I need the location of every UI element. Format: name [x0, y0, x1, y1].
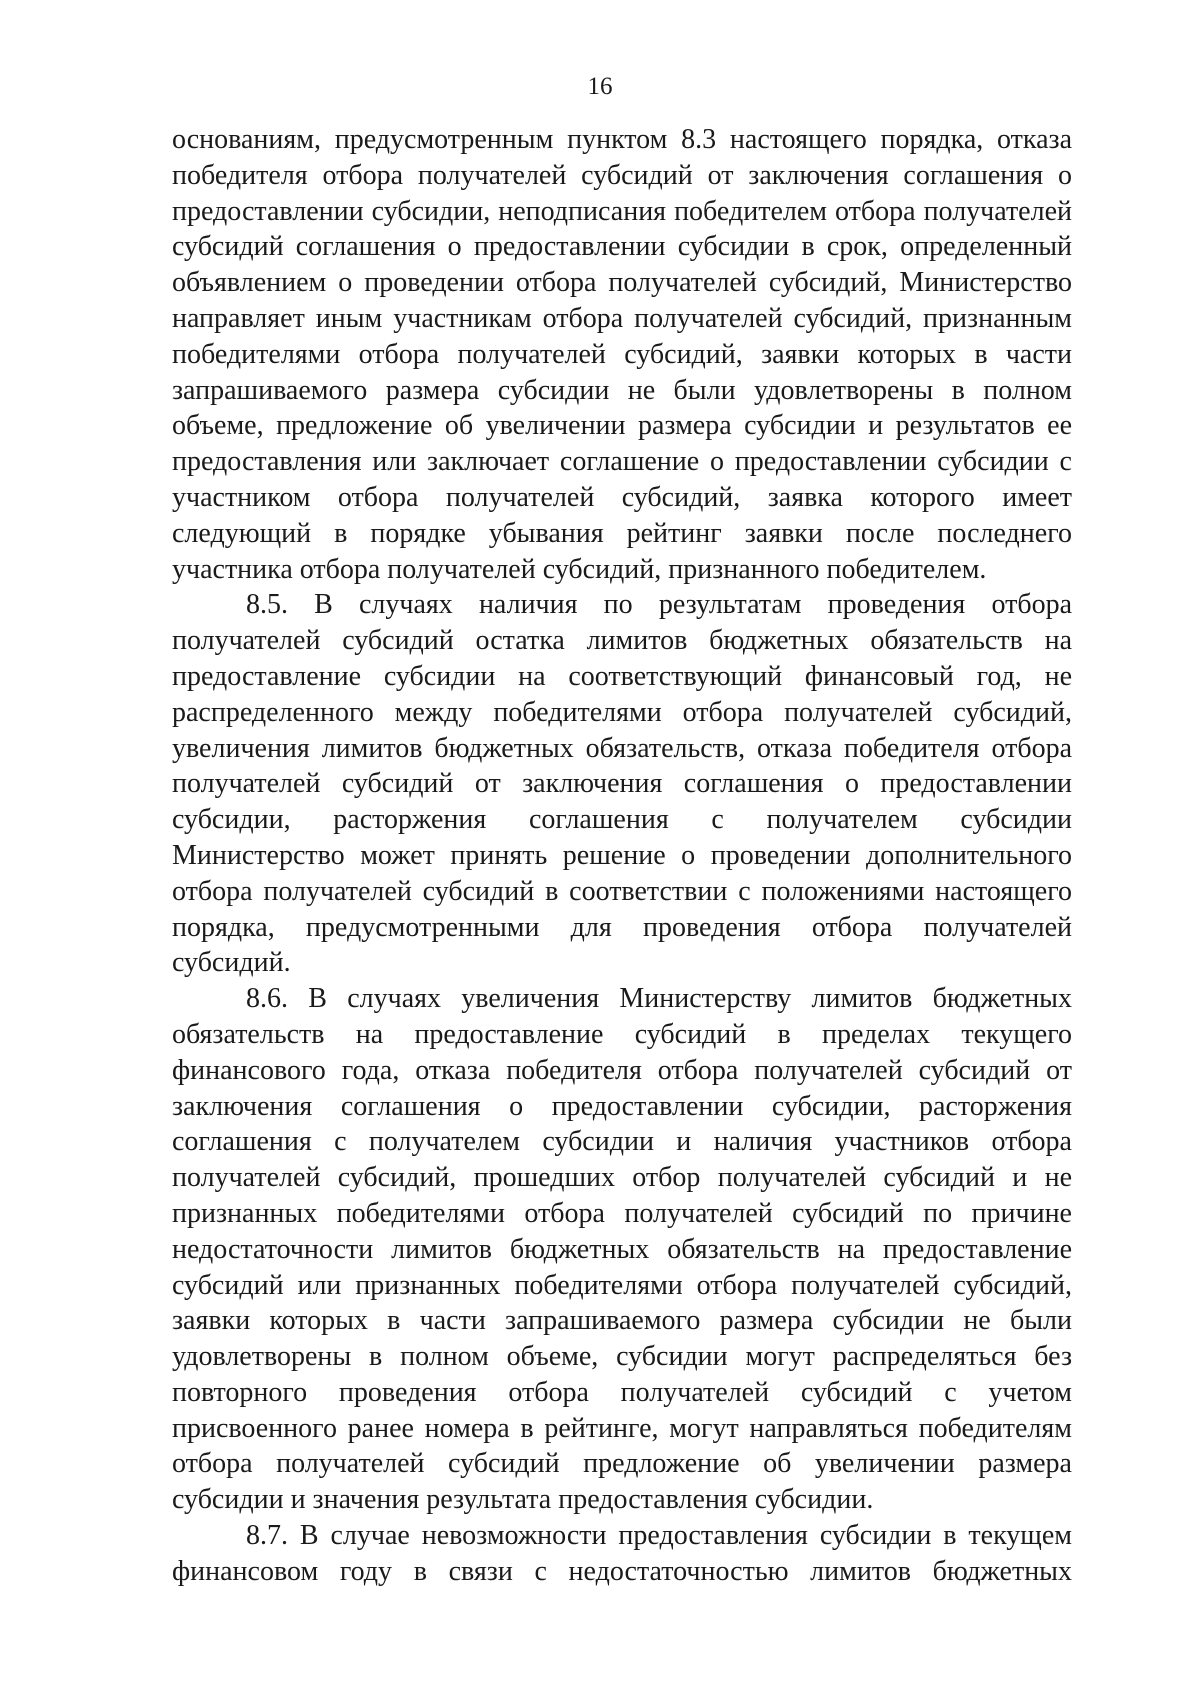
page-number: 16 — [587, 73, 613, 100]
paragraph-8-5: 8.5. В случаях наличия по результатам проведения отбора получателей субсидий остатка лимитов бюджетных обязательств на предоставление субсидии на соответствующий финансовый год, не распределенного между победителями отбора получателей субсидий, увеличения лимитов бюджетных обязательств, отказа победителя отбора получателей субсидий от заключения соглашения о предоставлении субсидии, расторжения соглашения с получателем субсидии Министерство может принять решение о проведении дополнительного отбора получателей субсидий в соответствии с положениями настоящего порядка, предусмотренными для проведения отбора получателей субсидий. — [172, 589, 1072, 979]
paragraph-8-6: 8.6. В случаях увеличения Министерству лимитов бюджетных обязательств на предоставление субсидий в пределах текущего финансового года, отказа победителя отбора получателей субсидий от заключения соглашения о предоставлении субсидии, расторжения соглашения с получателем субсидии и наличия участников отбора получателей субсидий, прошедших отбор получателей субсидий и не признанных победителями отбора получателей субсидий по причине недостаточности лимитов бюджетных обязательств на предоставление субсидий или признанных победителями отбора получателей субсидий, заявки которых в части запрашиваемого размера субсидии не были удовлетворены в полном объеме, субсидии могут распределяться без повторного проведения отбора получателей субсидий с учетом присвоенного ранее номера в рейтинге, могут направляться победителям отбора получателей субсидий предложение об увеличении размера субсидии и значения результата предоставления субсидии. — [172, 983, 1072, 1516]
body-text — [172, 122, 1072, 1590]
paragraph-continuation: основаниям, предусмотренным пунктом 8.3 настоящего порядка, отказа победителя отбора получателей субсидий от заключения соглашения о предоставлении субсидии, неподписания победителем отбора получателей субсидий соглашения о предоставлении субсидии в срок, определенный объявлением о проведении отбора получателей субсидий, Министерство направляет иным участникам отбора получателей субсидий, признанным победителями отбора получателей субсидий, заявки которых в части запрашиваемого размера субсидии не были удовлетворены в полном объеме, предложение об увеличении размера субсидии и результатов ее предоставления или заключает соглашение о предоставлении субсидии с участником отбора получателей субсидий, заявка которого имеет следующий в порядке убывания рейтинг заявки после последнего участника отбора получателей субсидий, признанного победителем. — [172, 124, 1072, 585]
paragraph-8-7: 8.7. В случае невозможности предоставления субсидии в текущем финансовом году в связи с недостаточностью лимитов бюджетных — [172, 1520, 1072, 1587]
